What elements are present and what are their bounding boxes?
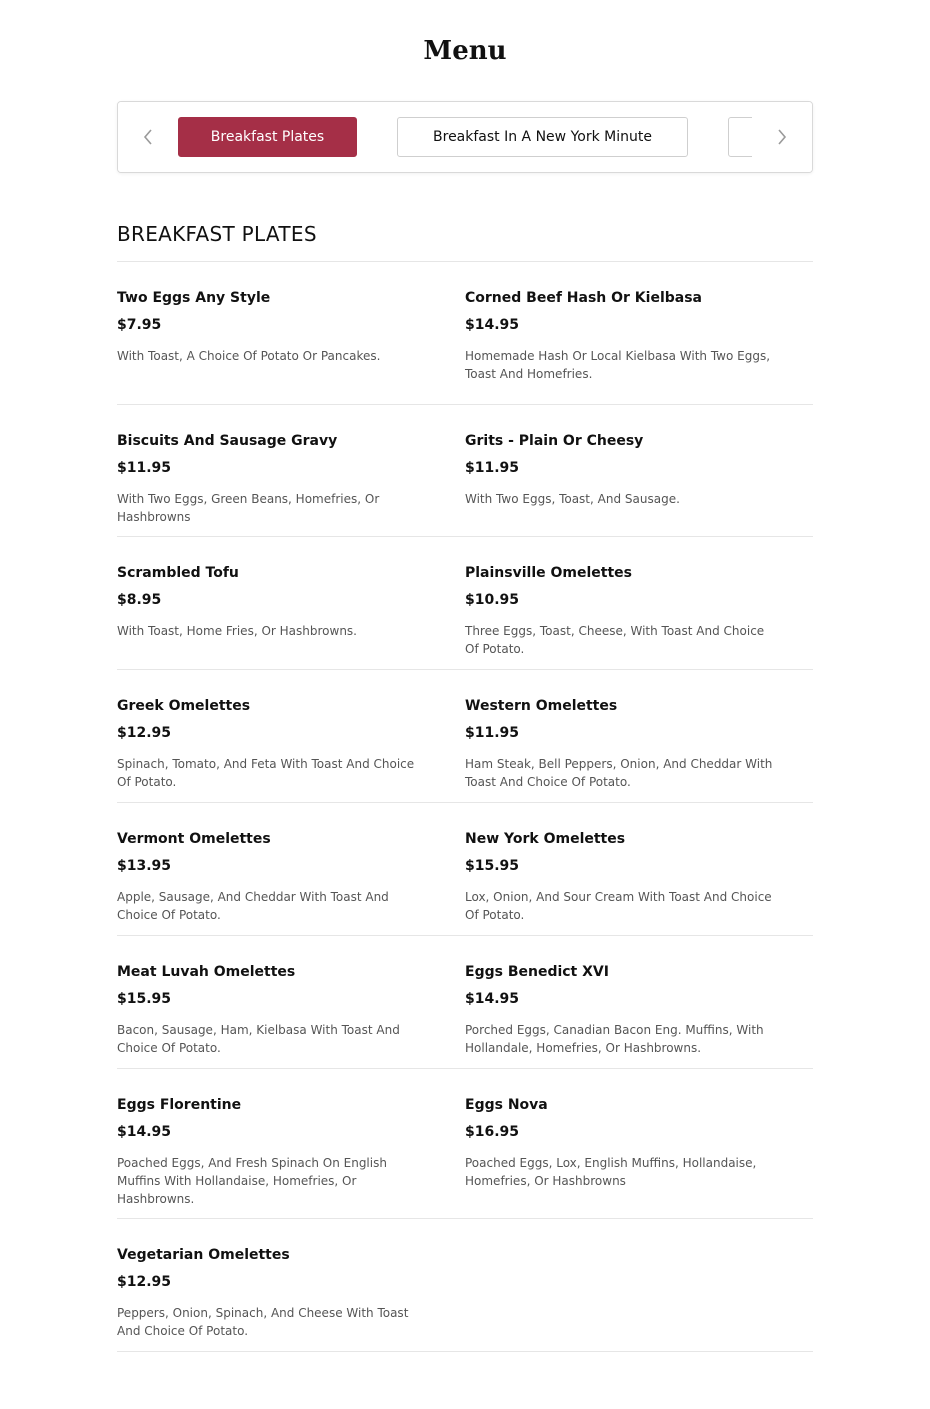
item-price: $11.95 (117, 460, 172, 476)
item-name: Corned Beef Hash Or Kielbasa (465, 290, 702, 306)
category-tabbar (117, 101, 813, 173)
item-description: With Two Eggs, Toast, And Sausage. (465, 492, 680, 506)
item-price: $10.95 (465, 592, 520, 608)
item-name: Eggs Florentine (117, 1097, 242, 1113)
menu-row (117, 670, 813, 803)
item-price: $15.95 (117, 991, 172, 1007)
item-name: New York Omelettes (465, 831, 626, 847)
item-description: Poached Eggs, And Fresh Spinach On English Muffins With Hollandaise, Homefries, Or Hashbrowns. (117, 1156, 387, 1206)
item-name: Eggs Benedict XVI (465, 964, 609, 980)
item-name: Scrambled Tofu (117, 565, 239, 581)
item-description: Bacon, Sausage, Ham, Kielbasa With Toast And Choice Of Potato. (117, 1023, 400, 1055)
menu-row (117, 537, 813, 670)
tabs-next-button[interactable] (752, 102, 812, 172)
item-name: Western Omelettes (465, 698, 618, 714)
item-price: $16.95 (465, 1124, 520, 1140)
tab-breakfast-plates[interactable] (178, 117, 357, 157)
item-price: $14.95 (465, 991, 520, 1007)
menu-row (117, 936, 813, 1069)
menu-row (117, 262, 813, 405)
item-price: $14.95 (465, 317, 520, 333)
item-description: With Toast, A Choice Of Potato Or Pancakes. (117, 349, 381, 363)
item-description: With Two Eggs, Green Beans, Homefries, Or Hashbrowns (117, 492, 380, 524)
menu-row (117, 1219, 813, 1352)
menu-row (117, 405, 813, 537)
item-name: Greek Omelettes (117, 698, 251, 714)
item-price: $8.95 (117, 592, 162, 608)
tabs-prev-button[interactable] (118, 102, 178, 172)
item-name: Eggs Nova (465, 1097, 548, 1113)
menu-row (117, 803, 813, 936)
item-description: Peppers, Onion, Spinach, And Cheese With Toast And Choice Of Potato. (117, 1306, 409, 1338)
item-price: $14.95 (117, 1124, 172, 1140)
item-name: Grits - Plain Or Cheesy (465, 433, 644, 449)
item-price: $11.95 (465, 460, 520, 476)
item-name: Vegetarian Omelettes (117, 1247, 290, 1263)
item-name: Plainsville Omelettes (465, 565, 632, 581)
item-description: Apple, Sausage, And Cheddar With Toast And Choice Of Potato. (117, 890, 389, 922)
tab-breakfast-in-a-new-york-minute[interactable] (397, 117, 688, 157)
tab-track (178, 117, 752, 159)
item-description: With Toast, Home Fries, Or Hashbrowns. (117, 624, 357, 638)
section-title: BREAKFAST PLATES (117, 222, 317, 246)
tab-label: Breakfast Plates (210, 129, 325, 145)
chevron-right-icon (776, 128, 788, 146)
item-description: Poached Eggs, Lox, English Muffins, Hollandaise, Homefries, Or Hashbrowns (465, 1156, 757, 1188)
item-name: Biscuits And Sausage Gravy (117, 433, 338, 449)
tab-next-category[interactable] (728, 117, 752, 157)
item-name: Two Eggs Any Style (117, 290, 271, 306)
item-description: Three Eggs, Toast, Cheese, With Toast And Choice Of Potato. (465, 624, 765, 656)
item-price: $12.95 (117, 725, 172, 741)
item-description: Spinach, Tomato, And Feta With Toast And Choice Of Potato. (117, 757, 415, 789)
item-price: $13.95 (117, 858, 172, 874)
item-price: $15.95 (465, 858, 520, 874)
menu-row (117, 1069, 813, 1219)
item-price: $12.95 (117, 1274, 172, 1290)
item-price: $11.95 (465, 725, 520, 741)
page-title: Menu (423, 36, 507, 66)
tab-label: Breakfast In A New York Minute (433, 129, 652, 145)
item-name: Meat Luvah Omelettes (117, 964, 296, 980)
item-name: Vermont Omelettes (117, 831, 271, 847)
item-description: Porched Eggs, Canadian Bacon Eng. Muffins, With Hollandale, Homefries, Or Hashbrowns. (465, 1023, 764, 1055)
item-price: $7.95 (117, 317, 162, 333)
item-description: Ham Steak, Bell Peppers, Onion, And Cheddar With Toast And Choice Of Potato. (465, 757, 773, 789)
chevron-left-icon (142, 128, 154, 146)
item-description: Lox, Onion, And Sour Cream With Toast And Choice Of Potato. (465, 890, 772, 922)
item-description: Homemade Hash Or Local Kielbasa With Two Eggs, Toast And Homefries. (465, 349, 771, 381)
